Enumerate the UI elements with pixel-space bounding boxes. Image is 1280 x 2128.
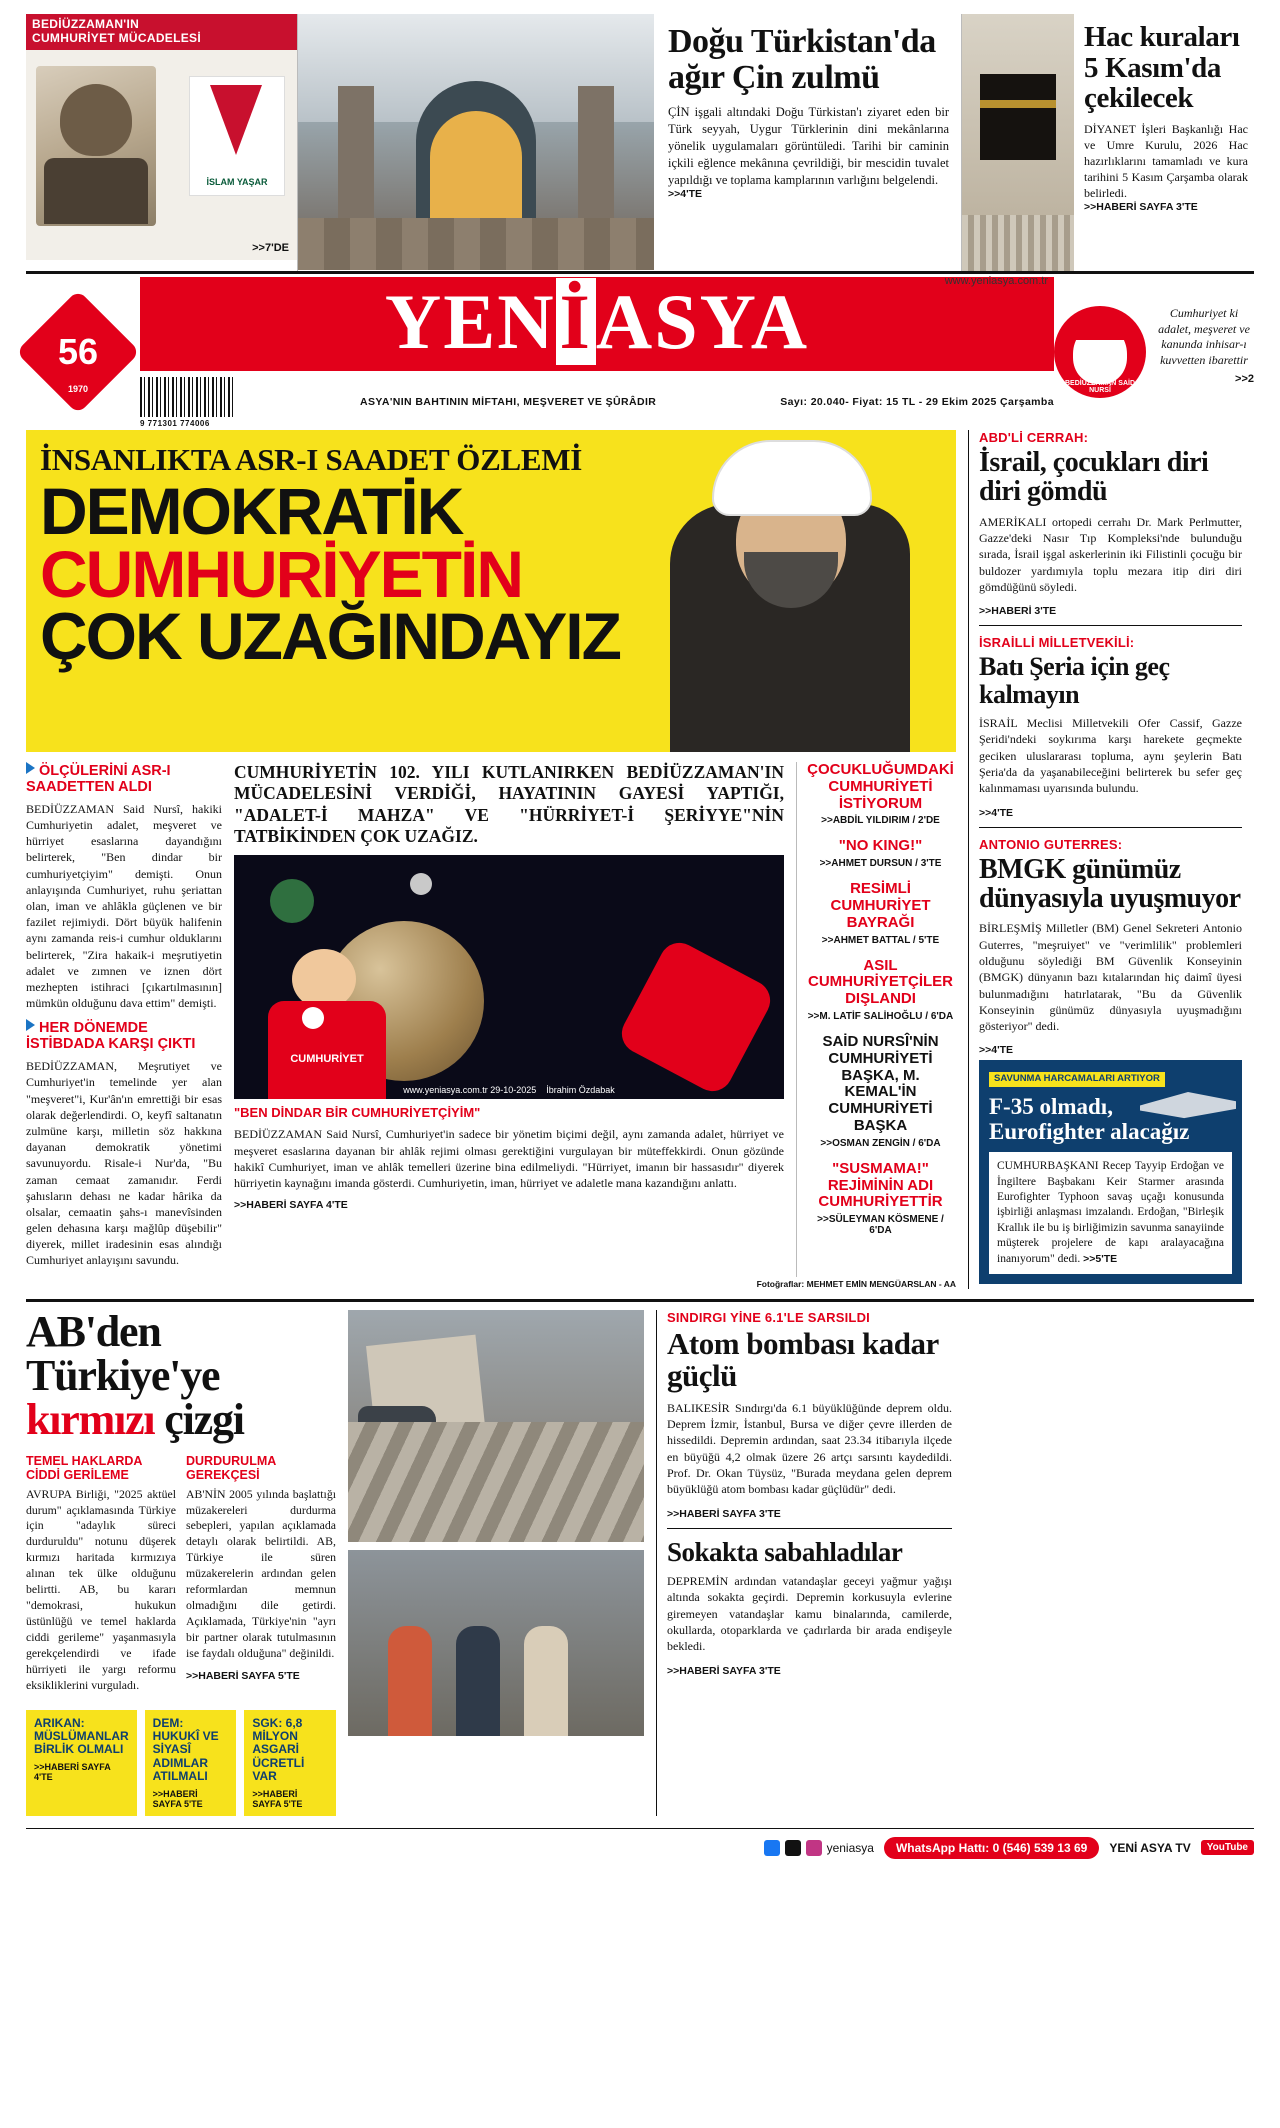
divider: [667, 1528, 952, 1529]
earthquake-photos: [348, 1310, 644, 1816]
slogan: ASYA'NIN BAHTININ MİFTAHI, MEŞVERET VE ŞÛRÂDIR: [360, 396, 657, 408]
portrait-illustration: [36, 66, 156, 226]
divider: [979, 827, 1242, 828]
teaser-title: RESİMLİ CUMHURİYET BAYRAĞI: [830, 880, 931, 931]
tv-label[interactable]: YENİ ASYA TV: [1109, 1840, 1191, 1855]
whatsapp-line[interactable]: WhatsApp Hattı: 0 (546) 539 13 69: [884, 1837, 1099, 1859]
hero-column2-ref[interactable]: >>HABERİ SAYFA 4'TE: [234, 1199, 348, 1212]
badge-number: 56: [57, 331, 99, 372]
yellow-box-title: DEM: HUKUKÎ VE SİYASÎ ADIMLAR ATILMALI: [152, 1715, 219, 1784]
top-strip-right-story[interactable]: [962, 14, 1254, 271]
masthead-center: [140, 274, 1054, 428]
right-column: [968, 430, 1242, 1289]
hero-column-1: [26, 762, 222, 1277]
masthead: [26, 274, 1254, 428]
yellow-box-ref[interactable]: >>HABERİ SAYFA 4'TE: [34, 1761, 111, 1782]
teaser-ref[interactable]: >>SÜLEYMAN KÖSMENE / 6'DA: [817, 1214, 944, 1237]
hero-column-2: [234, 762, 784, 1277]
triangle-bullet-icon: [26, 762, 35, 774]
eu-body-columns: [26, 1442, 336, 1702]
eurofighter-body: [989, 1152, 1232, 1274]
divider: [979, 625, 1242, 626]
said-nursi-seal: [1054, 306, 1146, 398]
right-story-ref[interactable]: >>HABERİ SAYFA 3'TE: [1084, 201, 1198, 214]
teaser-item[interactable]: [805, 838, 956, 869]
right-story-2-ref[interactable]: >>4'TE: [979, 806, 1014, 819]
eu-title-red: kırmızı: [26, 1394, 155, 1444]
street-crowd-photo: [348, 1550, 644, 1736]
right-story-text: [1074, 14, 1254, 271]
masthead-quote-ref[interactable]: >>2: [1235, 373, 1254, 386]
masthead-subline: [140, 377, 1054, 428]
teaser-item[interactable]: [805, 1034, 956, 1149]
bottom-section: [26, 1299, 1254, 1816]
street-body: DEPREMİN ardından vatandaşlar geceyi yağmur yağışı altında sokakta geçirdi. Depremin korkusuyla evlerine giremeyen vatandaşlar kamu binalarında, camilerde, okullarda, otoparklarda ve çadırlarda bir arada endişeyle bekledi.: [667, 1573, 952, 1654]
eu-body-col1: [26, 1442, 176, 1702]
earthquake-story[interactable]: [656, 1310, 952, 1816]
street-headline: Sokakta sabahladılar: [667, 1536, 903, 1567]
right-story-headline: Hac kuraları 5 Kasım'da çekilecek: [1084, 21, 1240, 115]
seal-portrait: [1073, 324, 1127, 384]
rubble-pile: [348, 1422, 644, 1542]
eurofighter-headline: F-35 olmadı, Eurofighter alacağız: [989, 1094, 1190, 1144]
cartoon-moon: [410, 873, 432, 895]
kaaba-crowd: [962, 215, 1074, 271]
right-story-3-kicker: ANTONIO GUTERRES:: [979, 836, 1123, 852]
promo-title-line2: CUMHURİYET MÜCADELESİ: [32, 30, 201, 45]
illustration-turban: [712, 440, 872, 516]
teaser-title: ÇOCUKLUĞUMDAKİ CUMHURİYETİ İSTİYORUM: [807, 761, 954, 812]
hero-kicker: İNSANLIKTA ASR-I SAADET ÖZLEMİ: [40, 442, 582, 477]
political-cartoon: [234, 855, 784, 1099]
promo-title: [26, 14, 297, 50]
promo-ref[interactable]: >>7'DE: [252, 241, 289, 254]
eu-story[interactable]: [26, 1306, 336, 1816]
eu-title: [26, 1306, 336, 1444]
yellow-box[interactable]: [145, 1710, 237, 1816]
hero-paragraph-1: BEDİÜZZAMAN Said Nursî, hakiki Cumhuriyetin adalet, meşveret ve hürriyet esaslarına dayandığını belirterek, "Ben dindar bir cumhuriyetçiyim" demişti. Onun anlayışında Cumhuriyet, ruhu şeriattan olan, iman ve ahlâkla güçlenen ve bir fazilet rejimiydi. Dört büyük halifenin aynı zamanda reis-i cumhur olduklarını belirterek, "Zira hakaik-i meşrutiyetin adalet ve zımnen ve iznen dört mezhepten istihraci [çıkartılmasının] mümkün olduğunu dava ettim" demişti.: [26, 801, 222, 1011]
teaser-title: SAİD NURSÎ'NİN CUMHURİYETİ BAŞKA, M. KEMAL'İN CUMHURİYETİ BAŞKA: [822, 1032, 939, 1134]
top-strip-promo[interactable]: [26, 14, 298, 271]
yellow-box-ref[interactable]: >>HABERİ SAYFA 5'TE: [252, 1788, 303, 1809]
photo-arch: [416, 81, 536, 231]
teaser-ref[interactable]: >>M. LATİF SALİHOĞLU / 6'DA: [807, 1010, 954, 1022]
cartoon-figure-arm: [615, 936, 777, 1098]
hero-teasers: [796, 762, 956, 1277]
person-1: [388, 1626, 432, 1736]
street-ref[interactable]: >>HABERİ SAYFA 3'TE: [667, 1664, 781, 1677]
cartoon-child: [252, 949, 402, 1099]
center-story-ref[interactable]: >>4'TE: [668, 188, 703, 201]
photo-column-left: [338, 86, 374, 236]
anniversary-badge: [26, 300, 130, 404]
footer-bar: [26, 1828, 1254, 1859]
right-story-2-body: İSRAİL Meclisi Milletvekili Ofer Cassif, Gazze Şeridi'ndeki soykırıma karşı harekete geçmekte geciken uluslararası topluma, aynı şeylerin Batı Şeria'da da yaşanabileceğini belirterek bu sefer geç kalınmaması uyarısında bulundu.: [979, 715, 1242, 796]
earthquake-rubble-photo: [348, 1310, 644, 1542]
yellow-box-row: [26, 1710, 336, 1816]
right-story-1-body: AMERİKALI ortopedi cerrahı Dr. Mark Perlmutter, Gazze'deki Nasır Tıp Kompleksi'nde bulunduğu sırada, İsrail işgal askerlerinin iki Filistinli çocuğu bir buldozer yardımıyla toplu mezara itip diri diri gömdüğünü söyledi.: [979, 514, 1242, 595]
eu-paragraph-2: AB'NİN 2005 yılında başlattığı müzakereleri durdurma sebepleri, yapılan açıklamada detaylı olarak belirtildi. AB, Türkiye ile süren müzakerelerin ardından gelen reformlardan memnun olmadığını dile getirdi. Açıklamada, Türkiye'nin "ayrı bir partner olarak tutulmasının ise faydalı olduğuna" değinildi.: [186, 1486, 336, 1660]
yellow-box[interactable]: [26, 1710, 137, 1816]
flame-icon: [210, 85, 262, 155]
said-nursi-illustration: [640, 434, 940, 750]
cartoon-credit: [234, 1085, 784, 1095]
eurofighter-ref[interactable]: >>5'TE: [1083, 1252, 1118, 1265]
eurofighter-kicker: SAVUNMA HARCAMALARI ARTIYOR: [989, 1072, 1165, 1087]
right-story-2[interactable]: [979, 635, 1242, 818]
hero-paragraph-2: BEDİÜZZAMAN, Meşrutiyet ve Cumhuriyet'in temelinde yer alan "meşveret"i, Kur'ân'ın emrettiği bir esas olarak değerlendirdi. O, keyfî saltanatın zulmüne karşı, milletin söz hakkına dayanan demokratik yönetimi savunuyordu. Risale-i Nur'da, "Bu zaman cemaat zamanıdır. Ferdi şahısların dehası ne kadar hârika da olsalar, cemaatin şahs-ı manevîsinden gelen dehasına karşı mağlûp düşebilir" diyerek, millet iradesinin esas alındığı Cumhuriyet anlayışını savundu.: [26, 1059, 222, 1268]
teaser-title: ASIL CUMHURİYETÇİLER DIŞLANDI: [808, 956, 953, 1008]
promo-badge: İSLAM YAŞAR: [206, 176, 268, 187]
logo-part2: ASYA: [595, 277, 810, 365]
hero-lower: [26, 762, 956, 1277]
yellow-box-ref[interactable]: >>HABERİ SAYFA 5'TE: [152, 1788, 203, 1809]
hero-line1: DEMOKRATİK: [40, 474, 463, 548]
photo-floor: [298, 218, 654, 270]
right-story-2-kicker: İSRAİLLİ MİLLETVEKİLİ:: [979, 635, 1135, 651]
kaaba-photo: [962, 14, 1074, 271]
right-story-3[interactable]: [979, 837, 1242, 1057]
teaser-ref[interactable]: >>AHMET DURSUN / 3'TE: [819, 858, 942, 870]
right-story-1-headline: İsrail, çocukları diri diri gömdü: [979, 447, 1209, 508]
cartoon-signature: İbrahim Özdabak: [546, 1085, 615, 1096]
eu-subhead-1: TEMEL HAKLARDA CİDDİ GERİLEME: [26, 1453, 142, 1482]
earthquake-headline: Atom bombası kadar güçlü: [667, 1325, 939, 1394]
teaser-title: "NO KING!": [838, 837, 923, 855]
teaser-item[interactable]: [805, 958, 956, 1022]
eu-title-dark: çizgi: [164, 1394, 244, 1444]
eurofighter-body-text: CUMHURBAŞKANI Recep Tayyip Erdoğan ve İngiltere Başbakanı Keir Starmer arasında Eurofighter Typhoon savaş uçağı konusunda işbirliği anlaşması imzalandı. Erdoğan, "Birleşik Krallık ile bu iş birliğimizin savunma sanayiinde müşterek projelere de kapı aralayacağına inanıyorum" dedi.: [997, 1160, 1224, 1265]
yellow-box[interactable]: [244, 1710, 336, 1816]
teaser-ref[interactable]: >>AHMET BATTAL / 5'TE: [821, 934, 940, 946]
facebook-icon[interactable]: [764, 1840, 780, 1856]
hero-column2-paragraph: BEDİÜZZAMAN Said Nursî, Cumhuriyet'in sadece bir yönetim biçimi değil, aynı zamanda adalet, hürriyet ve meşveret esaslarına dayanan bir ahlâk rejimi olması gerektiğini vurgulayan bir müteffekkirdi. Onun gözünde hakikî Cumhuriyet, iman ve ahlâk temelleri üzerine bina edilmeliydi. "Hürriyet, imanın bir hassasıdır" diyerek hürriyetin kaynağını imanda gösterdi. Cumhuriyetin, iman, hürriyet ve adaletle mana kazandığını anlattı.: [234, 1127, 784, 1190]
cartoon-child-head: [292, 949, 356, 1009]
hero-subhead-2-text: HER DÖNEMDE İSTİBDADA KARŞI ÇIKTI: [26, 1020, 196, 1053]
right-story-body: DİYANET İşleri Başkanlığı Hac ve Umre Kurulu, 2026 Hac hazırlıklarını tamamladı ve kura tarihini 5 Kasım Çarşamba olarak belirledi.: [1084, 122, 1248, 200]
hero-line3: ÇOK UZAĞINDAYIZ: [40, 599, 620, 674]
instagram-icon[interactable]: [806, 1840, 822, 1856]
person-2: [456, 1626, 500, 1736]
teaser-item[interactable]: [805, 1161, 956, 1236]
right-story-1-kicker: ABD'Lİ CERRAH:: [979, 430, 1089, 445]
masthead-quote: [1154, 306, 1254, 387]
hero-subhead-1: [26, 762, 222, 796]
earthquake-ref[interactable]: >>HABERİ SAYFA 3'TE: [667, 1507, 781, 1520]
hero-lead: CUMHURİYETİN 102. YILI KUTLANIRKEN BEDİÜZZAMAN'IN MÜCADELESİNİ VERDİĞİ, HAYATININ GAYESİ YAPTIĞI, "ADALET-İ MAHZA" VE "HÜRRİYET-İ ŞERİYYE"NİN TATBİKİNDEN ÇOK UZAĞIZ.: [234, 762, 784, 847]
top-strip-center-story[interactable]: [298, 14, 962, 271]
barcode-number: 9 771301 774006: [140, 418, 210, 428]
hero-photo-credit: Fotoğraflar: MEHMET EMİN MENGÜARSLAN - AA: [756, 1278, 956, 1289]
masthead-quote-text: Cumhuriyet ki adalet, meşveret ve kanunda inhisar-ı kuvvetten ibarettir: [1158, 306, 1250, 367]
hero-line2: CUMHURİYETİN: [40, 536, 522, 611]
barcode: [140, 377, 236, 417]
issue-line: Sayı: 20.040- Fiyat: 15 TL - 29 Ekim 2025 Çarşamba: [780, 396, 1054, 408]
hero-story[interactable]: [26, 430, 956, 752]
right-story-1-ref[interactable]: >>HABERİ 3'TE: [979, 605, 1057, 618]
earthquake-body: BALIKESİR Sındırgı'da 6.1 büyüklüğünde deprem oldu. Deprem İzmir, İstanbul, Bursa ve diğer çevre illerden de hissedildi. Depremin ardından, saat 23.34 itibarıyla ilçede en büyüğü 4,2 olmak üzere 26 artçı sarsıntı kaydedildi. Prof. Dr. Okan Tüysüz, "Burada meydana gelen deprem büyüklüğü atom bombası kadar güçlüdür" dedi.: [667, 1400, 952, 1497]
social-links[interactable]: [764, 1840, 874, 1856]
eu-paragraph-2-ref[interactable]: >>HABERİ SAYFA 5'TE: [186, 1669, 300, 1682]
right-story-3-body: BİRLEŞMİŞ Milletler (BM) Genel Sekreteri Antonio Guterres, "meşruiyet" ve "verimlilik" problemleri olduğunu söylediği BM Güvenlik Konseyinin (BMGK) dünyanın bazı kıtalarından hiç daimî üyesi bulunmadığını hatırlatarak, "Bu da Güvenlik Konseyinin günümüz dünyasıyla uyuşmadığını gösteriyor" dedi.: [979, 921, 1242, 1034]
logo-letter: İ: [556, 278, 596, 365]
newspaper-logo[interactable]: [140, 274, 1054, 371]
top-strip: [26, 14, 1254, 274]
hero-subhead-1-text: ÖLÇÜLERİNİ ASR-I SAADETTEN ALDI: [26, 763, 171, 795]
hero-subhead-2: [26, 1019, 222, 1053]
seal-caption: BEDİÜZZAMAN SAİD NURSÎ: [1065, 380, 1135, 394]
main-content: [26, 430, 1254, 1289]
eu-subhead-2: DURDURULMA GEREKÇESİ: [186, 1453, 276, 1482]
teaser-ref[interactable]: >>OSMAN ZENGİN / 6'DA: [820, 1137, 941, 1149]
eurofighter-box[interactable]: [979, 1060, 1242, 1284]
photo-column-right: [578, 86, 614, 236]
masthead-right: [1054, 306, 1254, 398]
eu-body-col2: [186, 1442, 336, 1702]
yellow-box-title: ARIKAN: MÜSLÜMANLAR BİRLİK OLMALI: [34, 1715, 129, 1757]
eu-title-line1: AB'den Türkiye'ye: [26, 1306, 220, 1400]
right-story-2-headline: Batı Şeria için geç kalmayın: [979, 652, 1170, 709]
yellow-box-title: SGK: 6,8 MİLYON ASGARİ ÜCRETLİ VAR: [252, 1715, 305, 1784]
kaaba-cube: [980, 74, 1056, 160]
cartoon-quote-caption: "BEN DİNDAR BİR CUMHURİYETÇİYİM": [234, 1105, 481, 1121]
left-column: [26, 430, 956, 1289]
cartoon-caption: www.yeniasya.com.tr 29-10-2025: [403, 1085, 537, 1096]
social-handle: yeniasya: [826, 1840, 874, 1855]
website-url[interactable]: www.yeniasya.com.tr: [944, 274, 1048, 287]
barcode-block: [140, 377, 236, 428]
eu-paragraph-1: AVRUPA Birliği, "2025 aktüel durum" açıklamasında Türkiye için "adaylık süreci durduruldu" notunu düşerek kırmızı haritada kırmızıya alınan tek ülke olduğunu belirtti. AB, bu kararı "demokrasi, hukukun üstünlüğü ve temel haklarda ciddi gerileme" yaşanmasıyla gerekçelendirdi ve ifade hürriyeti ile yargı reformu eksikliklerini vurguladı.: [26, 1486, 176, 1692]
teaser-item[interactable]: [805, 762, 956, 826]
youtube-icon[interactable]: YouTube: [1201, 1840, 1254, 1855]
earthquake-kicker: SINDIRGI YİNE 6.1'LE SARSILDI: [667, 1309, 870, 1325]
right-story-3-headline: BMGK günümüz dünyasıyla uyuşmuyor: [979, 853, 1241, 914]
person-3: [524, 1626, 568, 1736]
flag-illustration: [189, 76, 285, 196]
right-story-1[interactable]: [979, 430, 1242, 617]
center-story-headline: Doğu Türkistan'da ağır Çin zulmü: [668, 23, 936, 97]
teaser-item[interactable]: [805, 881, 956, 945]
mosque-photo: [298, 14, 654, 270]
x-twitter-icon[interactable]: [785, 1840, 801, 1856]
center-story-body: ÇİN işgali altındaki Doğu Türkistan'ı ziyaret eden bir Türk seyyah, Uygur Türklerinin dini mekânlarına yönelik uygulamaları görüntüledi. Tarihi bir caminin içkili eğlence mekânına çevrildiği, bir mescidin tuvalet yapıldığı ve toplama kamplarının varlığını belgelendi.: [668, 105, 949, 187]
logo-part1: YEN: [384, 277, 556, 365]
teaser-title: "SUSMAMA!" REJİMİNİN ADI CUMHURİYETTİR: [818, 1159, 943, 1211]
promo-illustration: [26, 50, 297, 260]
badge-year: 1970: [67, 384, 89, 394]
right-story-3-ref[interactable]: >>4'TE: [979, 1044, 1014, 1057]
center-story-text: [654, 14, 961, 271]
cartoon-planet-green: [270, 879, 314, 923]
promo-title-line1: BEDİÜZZAMAN'IN: [32, 17, 140, 31]
teaser-ref[interactable]: >>ABDİL YILDIRIM / 2'DE: [821, 815, 940, 827]
triangle-bullet-icon-2: [26, 1019, 35, 1031]
